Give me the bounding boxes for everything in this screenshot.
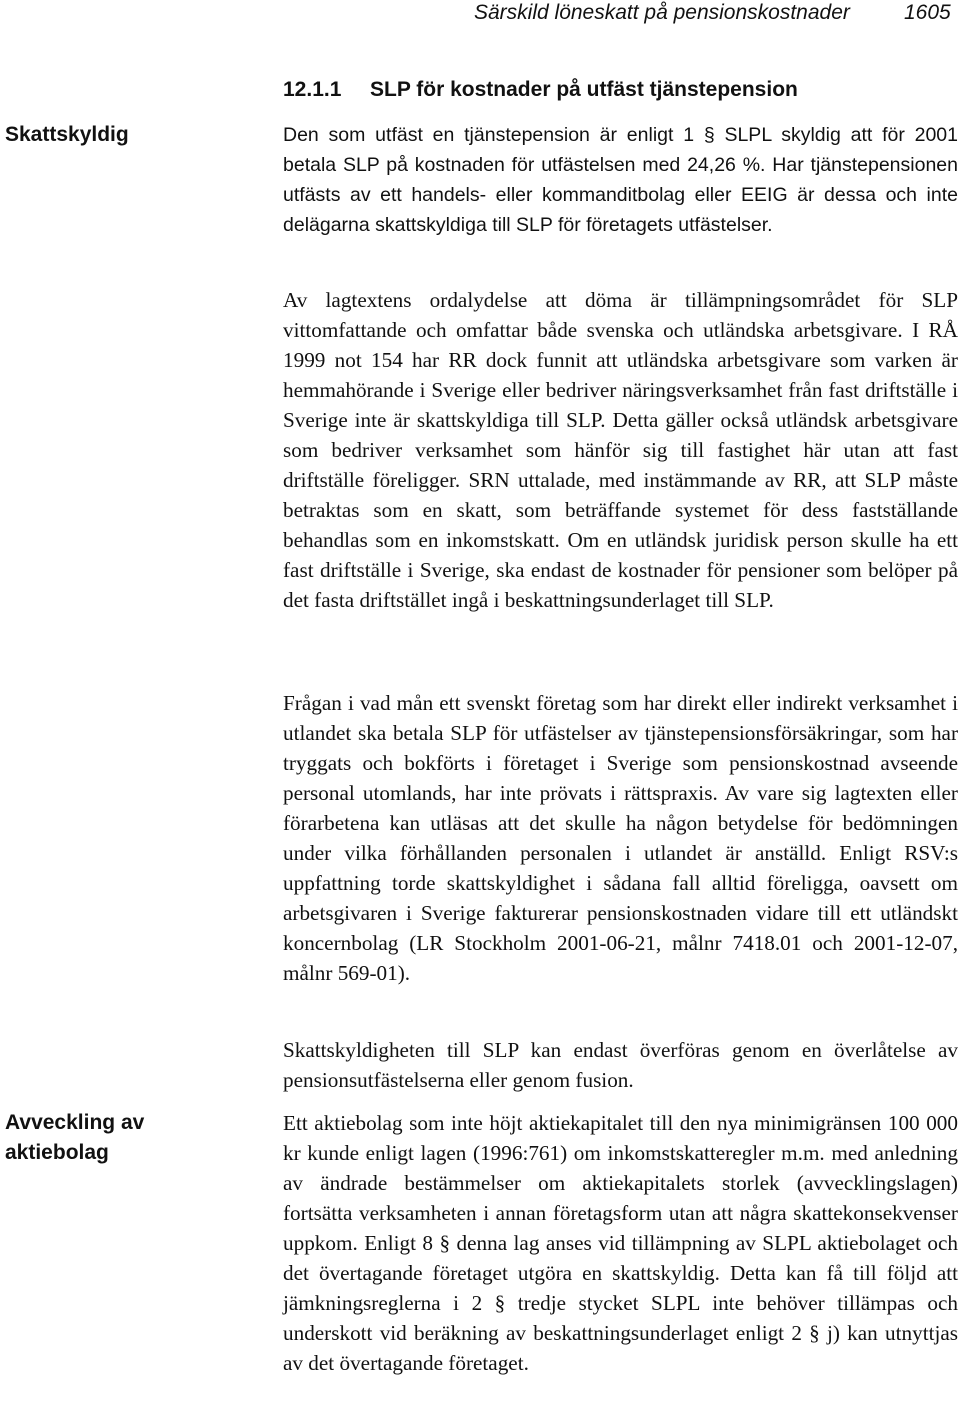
margin-label-skattskyldig: Skattskyldig	[5, 123, 129, 146]
running-title: Särskild löneskatt på pensionskostnader	[474, 1, 850, 24]
section-heading	[283, 76, 960, 104]
paragraph-avveckling: Ett aktiebolag som inte höjt aktiekapitalet till den nya minimigränsen 100 000 kr kunde enligt lagen (1996:761) om inkomstskatteregler m.m. med anledning av ändrade bestämmelser om aktiekapitalets storlek (avvecklingslagen) fortsätta verksamheten i annan företagsform utan att några skattekonsekvenser uppkom. Enligt 8 § denna lag anses vid tillämpning av SLPL aktiebolaget och det övertagande företaget utgöra en skattskyldig. Detta kan få till följd att jämkningsreglerna i 2 § tredje stycket SLPL inte behöver tillämpas och underskott vid beräkning av beskattningsunderlaget enligt 2 § j) kan utnyttjas av det övertagande företaget.	[283, 1111, 958, 1375]
section-title: SLP för kostnader på utfäst tjänstepension	[370, 78, 798, 101]
section-number: 12.1.1	[283, 78, 342, 101]
margin-label-avveckling: Avveckling av aktiebolag	[5, 1111, 145, 1164]
paragraph-skattskyldig: Den som utfäst en tjänstepension är enligt 1 § SLPL skyldig att för 2001 betala SLP på kostnaden för utfästelsen med 24,26 %. Har tjänstepensionen utfästs av ett handels- eller kommanditbolag eller EEIG är dessa och inte delägarna skattskyldiga till SLP för företagets utfästelser.	[283, 124, 958, 236]
page-header	[0, 0, 960, 30]
paragraph-lagtext: Av lagtextens ordalydelse att döma är tillämpningsområdet för SLP vittomfattande och omfattar både svenska och utländska arbetsgivare. I RÅ 1999 not 154 har RR dock funnit att utländska arbetsgivare som varken är hemmahörande i Sverige eller bedriver näringsverksamhet från fast driftställe i Sverige inte är skattskyldiga till SLP. Detta gäller också utländsk arbetsgivare som bedriver verksamhet som hänför sig till fastighet här utan att fast driftställe föreligger. SRN uttalade, med instämmande av RR, att SLP måste betraktas som en skatt, som beträffande systemet för dess fastställande behandlas som en inkomstskatt. Om en utländsk juridisk person skulle ha ett fast driftställe i Sverige, ska endast de kostnader för pensioner som belöper på det fasta driftstället ingå i beskattningsunderlaget till SLP.	[283, 288, 958, 612]
paragraph-overlatelse: Skattskyldigheten till SLP kan endast överföras genom en överlåtelse av pensionsutfästelserna eller genom fusion.	[283, 1038, 958, 1092]
page-number: 1605	[904, 1, 951, 24]
paragraph-svenskt-foretag: Frågan i vad mån ett svenskt företag som har direkt eller indirekt verksamhet i utlandet ska betala SLP för utfästelser av tjänstepensionsförsäkringar, som har tryggats och bokförts i företaget i Sverige som pensionskostnad avseende personal utomlands, har inte prövats i rättspraxis. Av vare sig lagtexten eller förarbetena kan utläsas att det skulle ha någon betydelse för bedömningen under vilka förhållanden personalen i utlandet är anställd. Enligt RSV:s uppfattning torde skattskyldighet i sådana fall alltid föreligga, oavsett om arbetsgivaren i Sverige fakturerar pensionskostnaden vidare till ett utländskt koncernbolag (LR Stockholm 2001-06-21, målnr 7418.01 och 2001-12-07, målnr 569-01).	[283, 691, 958, 985]
